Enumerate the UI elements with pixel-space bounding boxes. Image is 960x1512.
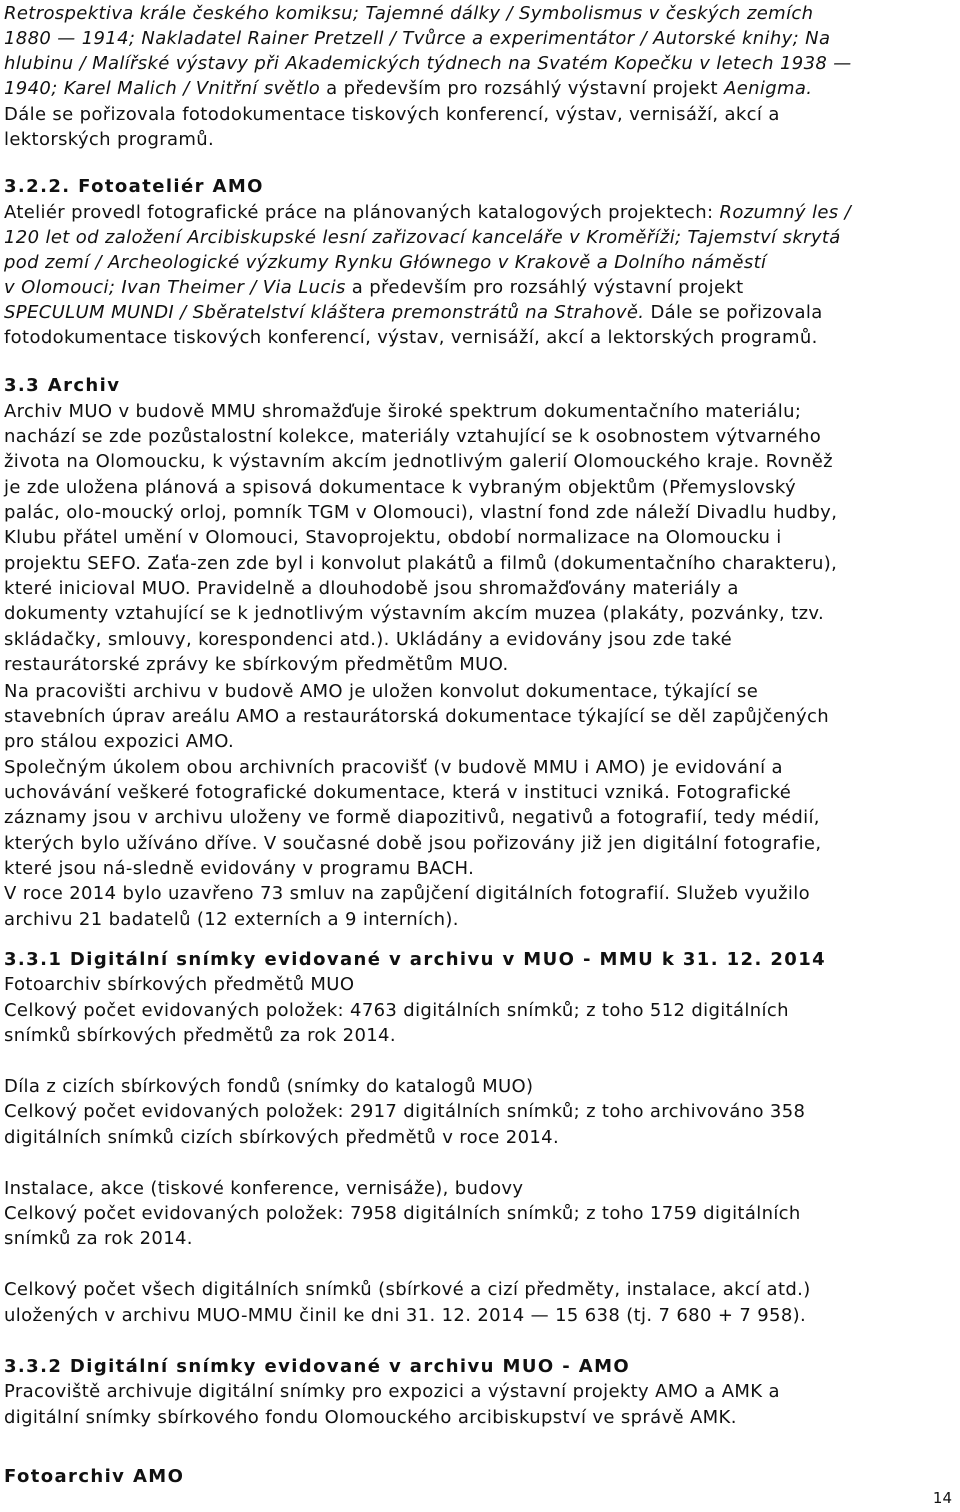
digital-line: uložených v archivu MUO-MMU činil ke dni 31. 12. 2014 — 15 638 (tj. 7 680 + 7 958). (4, 1305, 807, 1326)
section-heading-fotoarchiv-amo: Fotoarchiv AMO (4, 1466, 185, 1487)
archiv-line: které inicioval MUO. Pravidelně a dlouhodobě jsou shromažďovány materiály a (4, 578, 739, 599)
archiv-line: Na pracovišti archivu v budově AMO je uložen konvolut dokumentace, týkající se (4, 681, 759, 702)
intro-line: Retrospektiva krále českého komiksu; Tajemné dálky / Symbolismus v českých zemích (4, 3, 814, 24)
archiv-line: palác, olo-moucký orloj, pomník TGM v Olomouci), vlastní fond zde náleží Divadlu hudby, (4, 502, 838, 523)
archiv-line: života na Olomoucku, k výstavním akcím jednotlivým galerií Olomouckého kraje. Rovněž (4, 451, 833, 472)
digital-line: Celkový počet evidovaných položek: 2917 digitálních snímků; z toho archivováno 358 (4, 1101, 806, 1122)
digital-line: Fotoarchiv sbírkových předmětů MUO (4, 974, 355, 995)
section-heading-fotoatelier: 3.2.2. Fotoateliér AMO (4, 176, 264, 197)
digital-line: snímků sbírkových předmětů za rok 2014. (4, 1025, 396, 1046)
archiv-line: projektu SEFO. Zaťa-zen zde byl i konvolut plakátů a filmů (dokumentačního charakteru), (4, 553, 838, 574)
fotoatelier-title-italic: SPECULUM MUNDI / Sběratelství kláštera premonstrátů na Strahově. (4, 302, 645, 323)
archiv-line: Archiv MUO v budově MMU shromažďuje široké spektrum dokumentačního materiálu; (4, 401, 802, 422)
fotoatelier-line (4, 201, 851, 225)
intro-title-italic: Aenigma. (724, 78, 813, 99)
digital-amo-line: digitální snímky sbírkového fondu Olomouckého arcibiskupství ve správě AMK. (4, 1407, 737, 1428)
intro-text: a především pro rozsáhlý výstavní projekt (320, 78, 725, 99)
fotoatelier-line (4, 301, 823, 325)
intro-line: hlubinu / Malířské výstavy při Akademických týdnech na Svatém Kopečku v letech 1938 — (4, 53, 852, 74)
fotoatelier-line: 120 let od založení Arcibiskupské lesní zařizovací kanceláře v Kroměříži; Tajemství skrytá (4, 227, 841, 248)
intro-line: lektorských programů. (4, 129, 215, 150)
digital-line: Celkový počet evidovaných položek: 4763 digitálních snímků; z toho 512 digitálních (4, 1000, 789, 1021)
page-number: 14 (932, 1489, 952, 1507)
digital-line: Díla z cizích sbírkových fondů (snímky do katalogů MUO) (4, 1076, 534, 1097)
digital-line: Celkový počet evidovaných položek: 7958 digitálních snímků; z toho 1759 digitálních (4, 1203, 801, 1224)
intro-title-italic: 1940; Karel Malich / Vnitřní světlo (4, 78, 321, 99)
archiv-line: nachází se zde pozůstalostní kolekce, materiály vztahující se k osobnostem výtvarného (4, 426, 822, 447)
digital-line: snímků za rok 2014. (4, 1228, 193, 1249)
section-heading-archiv: 3.3 Archiv (4, 375, 121, 396)
fotoatelier-title-italic: Rozumný les / (719, 202, 851, 223)
fotoatelier-line (4, 276, 744, 300)
archiv-line: pro stálou expozici AMO. (4, 731, 235, 752)
digital-amo-line: Pracoviště archivuje digitální snímky pro expozici a výstavní projekty AMO a AMK a (4, 1381, 780, 1402)
section-heading-digital-mmu: 3.3.1 Digitální snímky evidované v archivu v MUO - MMU k 31. 12. 2014 (4, 949, 827, 970)
fotoatelier-line: pod zemí / Archeologické výzkumy Rynku Głównego v Krakově a Dolního náměstí (4, 252, 767, 273)
fotoatelier-text: a především pro rozsáhlý výstavní projekt (345, 277, 744, 298)
archiv-line: uchovávání veškeré fotografické dokumentace, která v instituci vzniká. Fotografické (4, 782, 792, 803)
digital-line: Celkový počet všech digitálních snímků (sbírkové a cizí předměty, instalace, akcí atd.) (4, 1279, 811, 1300)
archiv-line: V roce 2014 bylo uzavřeno 73 smluv na zapůjčení digitálních fotografií. Služeb využilo (4, 883, 810, 904)
archiv-line: dokumenty vztahující se k jednotlivým výstavním akcím muzea (plakáty, pozvánky, tzv. (4, 603, 825, 624)
archiv-line: kterých bylo užíváno dříve. V současné době jsou pořizovány již jen digitální fotografie, (4, 833, 822, 854)
archiv-line: záznamy jsou v archivu uloženy ve formě diapozitivů, negativů a fotografií, tedy médií, (4, 807, 820, 828)
intro-line (4, 77, 812, 101)
archiv-line: restaurátorské zprávy ke sbírkovým předmětům MUO. (4, 654, 509, 675)
archiv-line: skládačky, smlouvy, korespondenci atd.). Ukládány a evidovány jsou zde také (4, 629, 733, 650)
digital-line: Instalace, akce (tiskové konference, vernisáže), budovy (4, 1178, 524, 1199)
section-heading-digital-amo: 3.3.2 Digitální snímky evidované v archivu MUO - AMO (4, 1356, 631, 1377)
intro-line: Dále se pořizovala fotodokumentace tiskových konferencí, výstav, vernisáží, akcí a (4, 104, 780, 125)
archiv-line: archivu 21 badatelů (12 externích a 9 interních). (4, 909, 459, 930)
archiv-line: Klubu přátel umění v Olomouci, Stavoprojektu, období normalizace na Olomoucku i (4, 527, 782, 548)
archiv-line: stavebních úprav areálu AMO a restaurátorská dokumentace týkající se děl zapůjčených (4, 706, 829, 727)
fotoatelier-text: Dále se pořizovala (644, 302, 823, 323)
fotoatelier-line: fotodokumentace tiskových konferencí, výstav, vernisáží, akcí a lektorských programů. (4, 327, 818, 348)
archiv-line: Společným úkolem obou archivních pracovišť (v budově MMU i AMO) je evidování a (4, 757, 783, 778)
archiv-line: které jsou ná-sledně evidovány v programu BACH. (4, 858, 475, 879)
digital-line: digitálních snímků cizích sbírkových předmětů v roce 2014. (4, 1127, 560, 1148)
fotoatelier-text: Ateliér provedl fotografické práce na plánovaných katalogových projektech: (4, 202, 720, 223)
fotoatelier-title-italic: v Olomouci; Ivan Theimer / Via Lucis (4, 277, 346, 298)
archiv-line: je zde uložena plánová a spisová dokumentace k vybraným objektům (Přemyslovský (4, 477, 796, 498)
intro-line: 1880 — 1914; Nakladatel Rainer Pretzell / Tvůrce a experimentátor / Autorské knihy; Na (4, 28, 831, 49)
